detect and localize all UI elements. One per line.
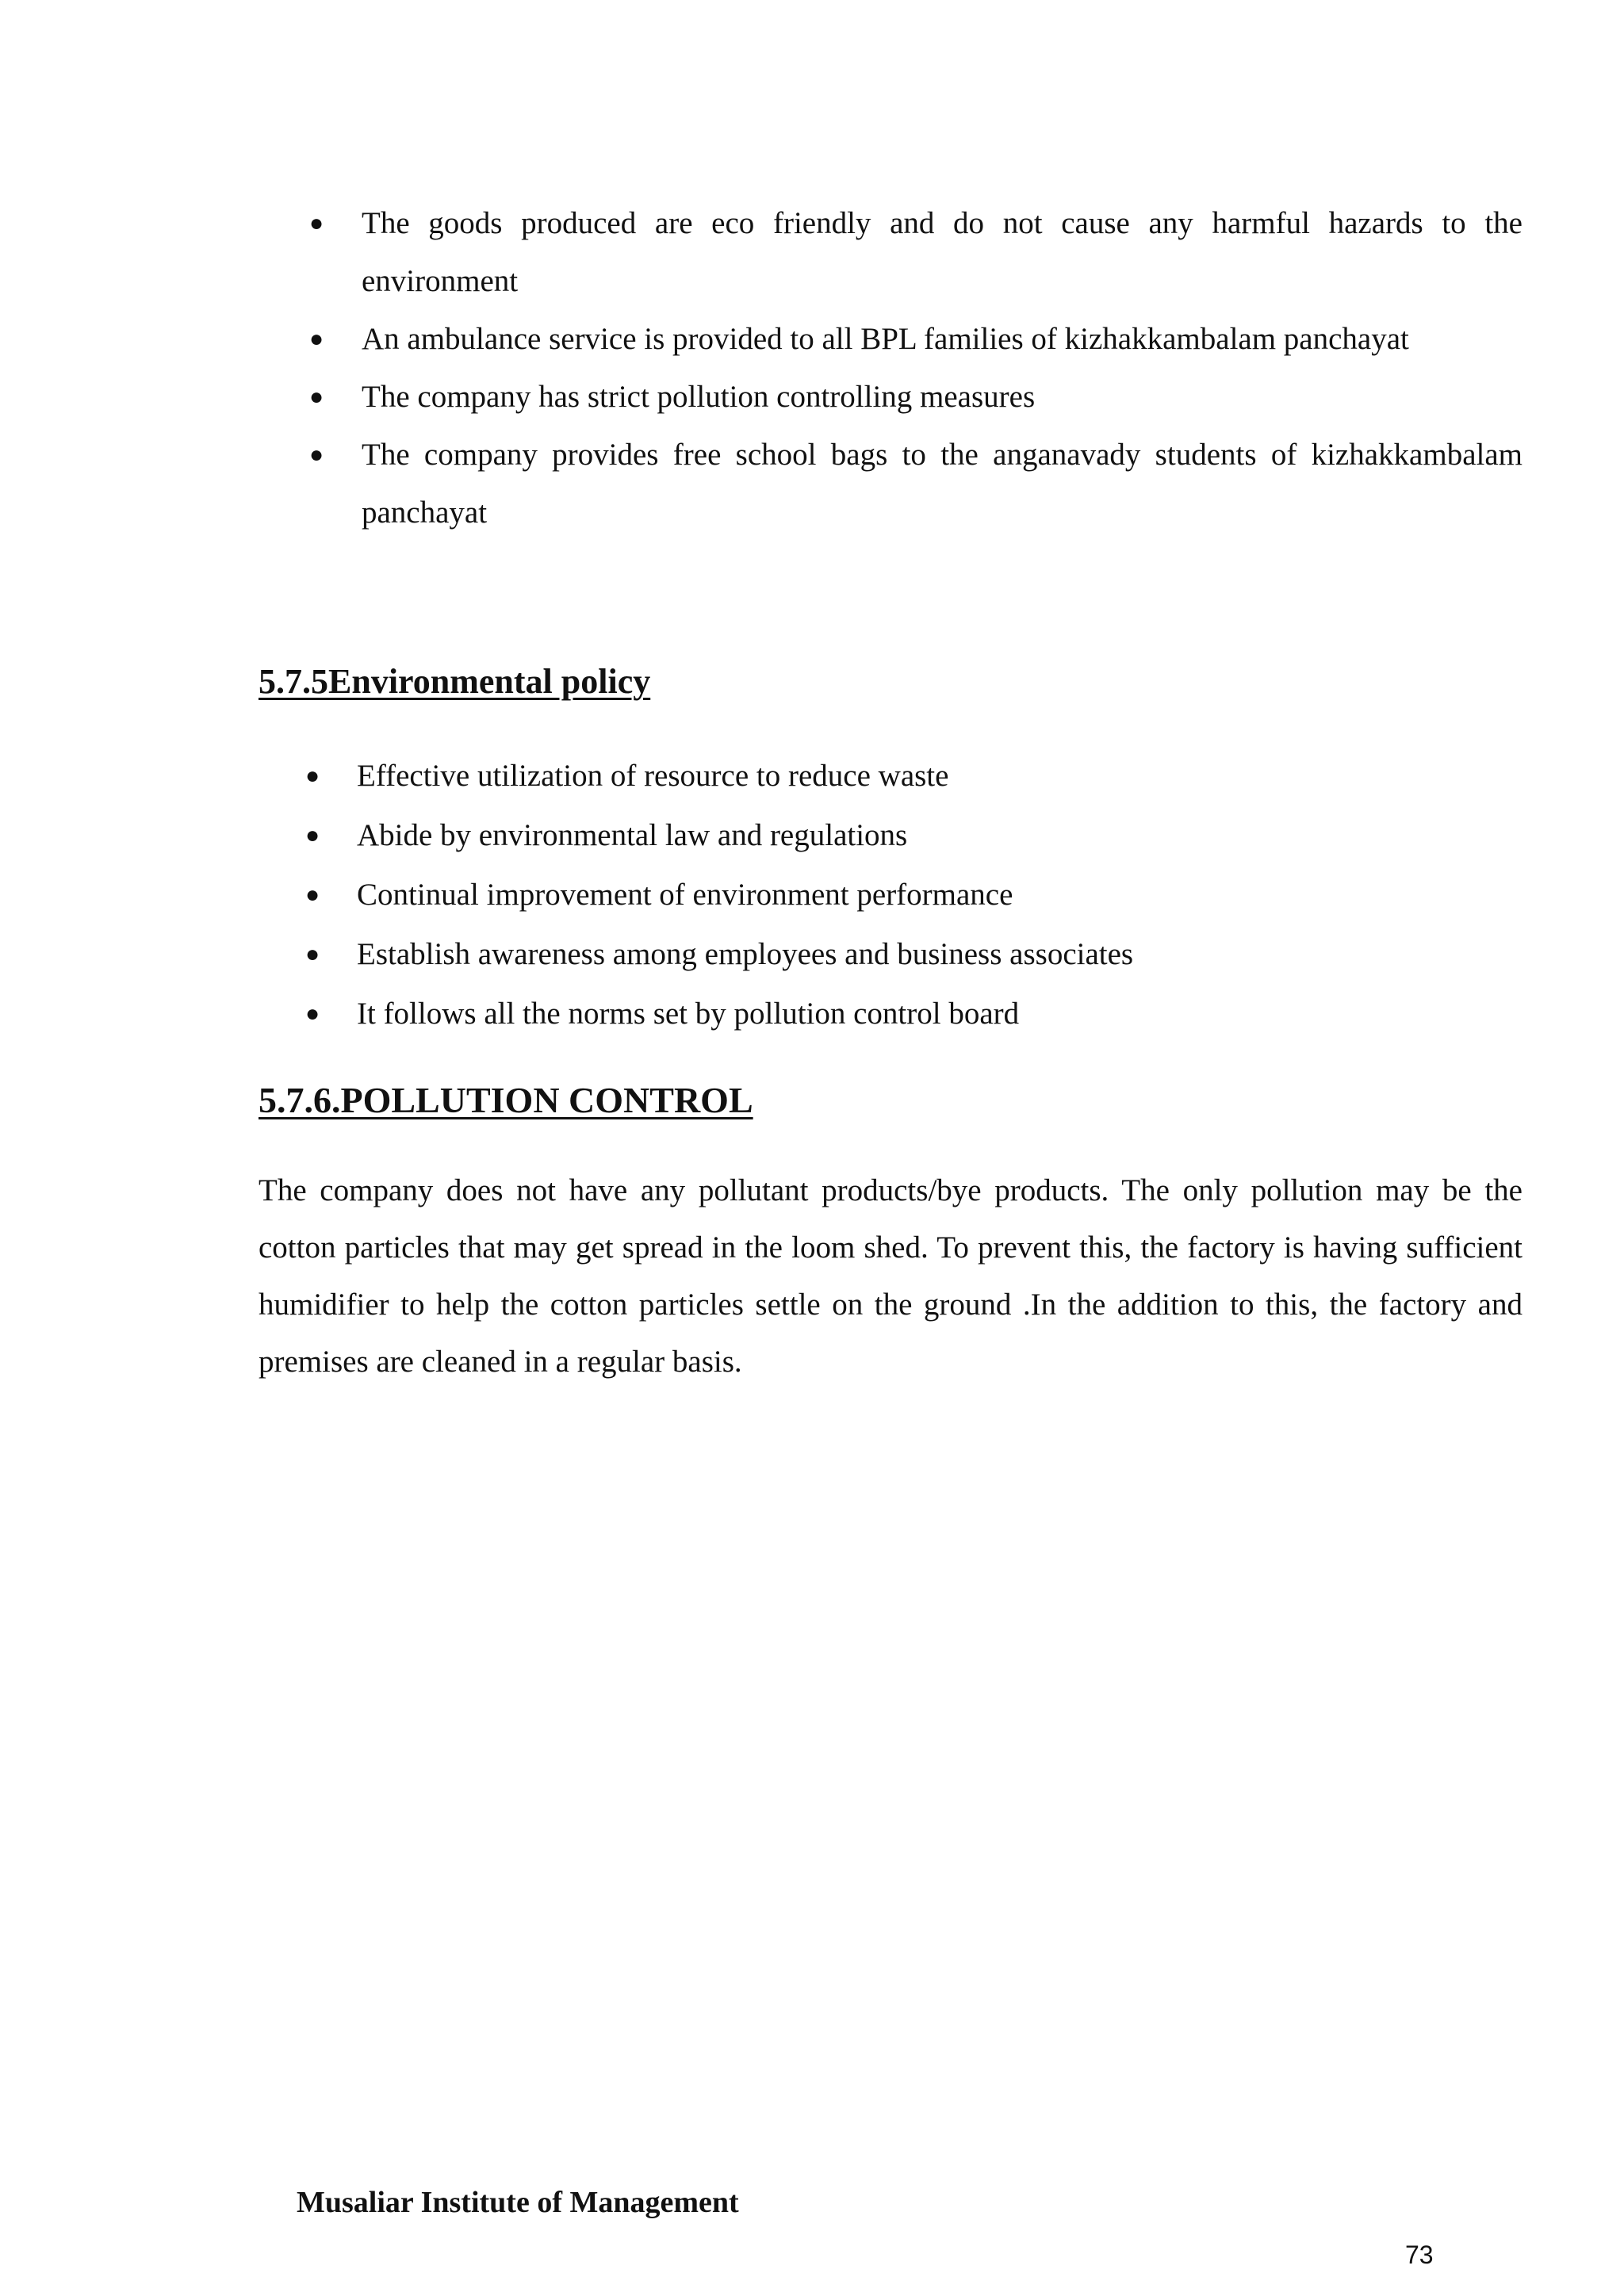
list-item-text: The goods produced are eco friendly and do not cause any harmful hazards to the environment bbox=[362, 206, 1522, 298]
bullet-icon: ● bbox=[309, 384, 324, 410]
list-item-text: An ambulance service is provided to all BPL families of kizhakkambalam panchayat bbox=[362, 322, 1409, 356]
list-item bbox=[301, 194, 1522, 310]
bullet-icon: ● bbox=[305, 763, 320, 789]
list-item-text: Establish awareness among employees and business associates bbox=[357, 937, 1134, 971]
list-item bbox=[301, 746, 1522, 806]
bullet-icon: ● bbox=[305, 1001, 320, 1027]
bullet-icon: ● bbox=[305, 822, 320, 848]
list-item bbox=[301, 426, 1522, 541]
bullet-icon: ● bbox=[309, 210, 324, 236]
environmental-policy-list bbox=[301, 746, 1522, 1043]
list-item-text: The company provides free school bags to the anganavady students of kizhakkambalam panchayat bbox=[362, 438, 1522, 530]
bullet-icon: ● bbox=[305, 941, 320, 967]
list-item-text: It follows all the norms set by pollution control board bbox=[357, 997, 1020, 1031]
bullet-icon: ● bbox=[305, 882, 320, 908]
list-item bbox=[301, 924, 1522, 984]
bullet-icon: ● bbox=[309, 326, 324, 352]
list-item bbox=[301, 806, 1522, 865]
pollution-control-paragraph: The company does not have any pollutant products/bye products. The only pollution may be the cotton particles that may get spread in the loom shed. To prevent this, the factory is having sufficient humidifier to help the cotton particles settle on the ground .In the addition to this, the factory and premises are cleaned in a regular basis. bbox=[259, 1173, 1522, 1379]
list-item bbox=[301, 368, 1522, 426]
list-item bbox=[301, 310, 1522, 368]
section-heading-pollution-control: 5.7.6.POLLUTION CONTROL bbox=[259, 1080, 753, 1120]
csr-bullet-list bbox=[301, 194, 1522, 541]
bullet-icon: ● bbox=[309, 442, 324, 468]
list-item-text: Continual improvement of environment performance bbox=[357, 878, 1013, 912]
list-item-text: Effective utilization of resource to reduce waste bbox=[357, 759, 949, 793]
list-item bbox=[301, 865, 1522, 924]
list-item-text: The company has strict pollution controlling measures bbox=[362, 380, 1036, 414]
list-item-text: Abide by environmental law and regulations bbox=[357, 818, 908, 852]
section-heading-environmental-policy: 5.7.5Environmental policy bbox=[259, 662, 651, 701]
footer-institution: Musaliar Institute of Management bbox=[297, 2186, 739, 2219]
list-item bbox=[301, 984, 1522, 1043]
page-number: 73 bbox=[1405, 2241, 1434, 2269]
